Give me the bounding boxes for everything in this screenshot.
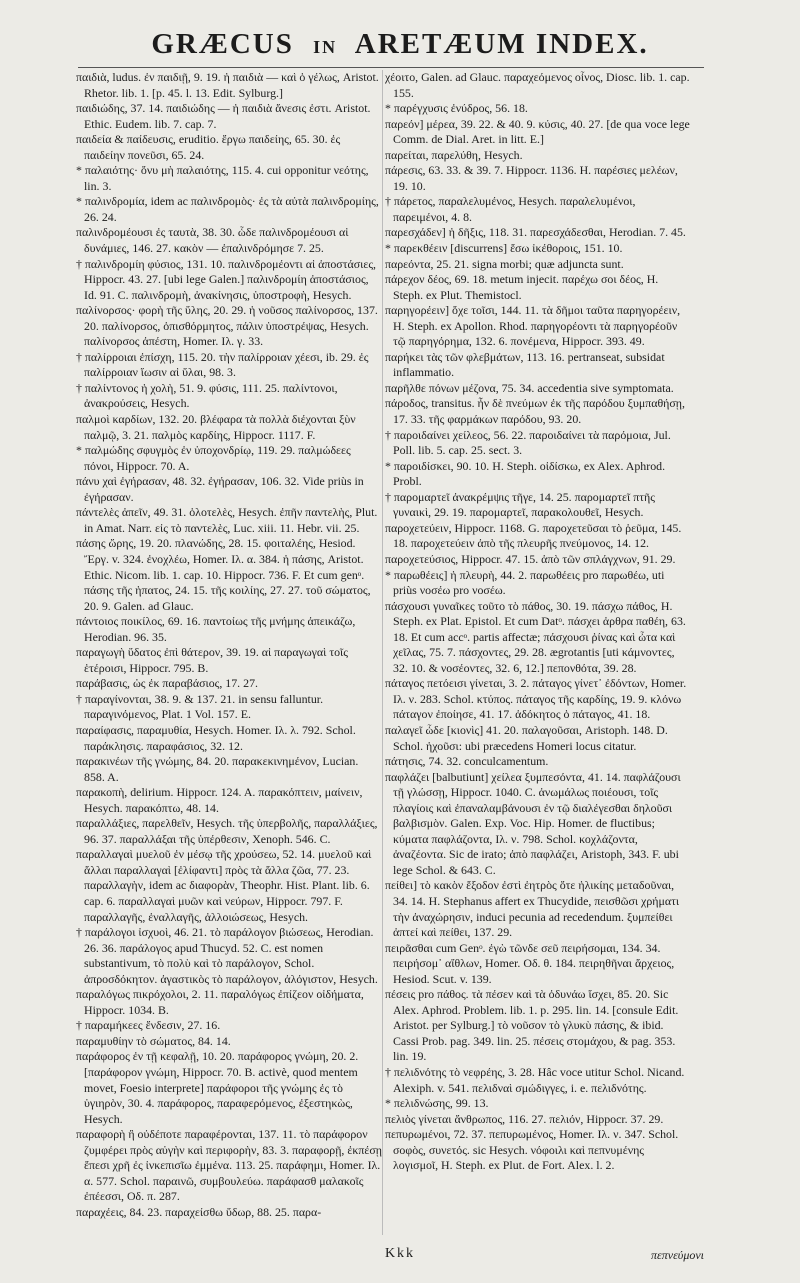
right-column [385,70,691,1235]
column-divider [382,70,383,1235]
index-entry: παιδιώδης, 37. 14. παιδιώδης — ἡ παιδιὰ ἄνεσις ἐστι. Aristot. Ethic. Eudem. lib. 7. cap. 7. [76,101,371,131]
index-entry: πάταγος πετόεισι γίνεται, 3. 2. πάταγος γίνετ᾽ ἐδόντων, Homer. Ιλ. ν. 283. Schol. κτύπος. πάταγος τῆς καρδίης, 19. 9. κλόνω πάταγον ἐποίησε, 41. 17. ἀδόκητος ὁ πάταγος, 41. 18. [385,676,687,722]
index-entry: πάροδος, transitus. ἦν δὲ πνεύμων ἐκ τῆς παρόδου ξυμπαθήσῃ, 17. 33. τῆς φαρμάκων παρόδου, 93. 20. [385,396,685,427]
index-entry: πάτησις, 74. 32. conculcamentum. [385,754,549,769]
index-entry: * παλαιότης· ὄνυ μὴ παλαιότης, 115. 4. cui opponitur νεότης, lin. 3. [76,163,382,194]
index-entry: παραλλάξιες, παρελθεῖν, Hesych. τῆς ὑπερβολῆς, παραλλάξιες, 96. 37. παραλλάξαι τῆς ὑπέρθεσιν, Xenoph. 546. C. [76,816,378,846]
index-entry: χέοιτο, Galen. ad Glauc. παραχεόμενος οἶνος, Diosc. lib. 1. cap. 155. [385,70,690,100]
index-entry: παρακινέων τῆς γνώμης, 84. 20. παρακεκινημένον, Lucian. 858. A. [76,754,359,784]
title-part-1: GRÆCUS [151,28,294,60]
title-part-3: ARETÆUM INDEX. [354,28,649,60]
index-entry: * παλμώδης σφυγμὸς ἐν ὑποχονδρίῳ, 119. 29. παλμώδεες πόνοι, Hippocr. 70. A. [76,443,382,474]
index-entry: παιδιὰ, ludus. ἐν παιδιῇ, 9. 19. ἡ παιδιὰ — καὶ ὁ γέλως, Aristot. Rhetor. lib. 1. [p. 45. l. 13. Edit. Sylburg.] [76,70,379,100]
index-entry: παρακοπὴ, delirium. Hippocr. 124. A. παρακόπτειν, μαίνειν, Hesych. παρακόπτω, 48. 14. [76,785,363,815]
index-entry: παρῆλθε πόνων μέζονα, 75. 34. accedentia sive symptomata. [385,380,674,395]
index-entry: πεπυρωμένοι, 72. 37. πεπυρωμένος, Homer. Ιλ. ν. 347. Schol. σοφὸς, συνετός. sic Hesych. νόφοιλι καὶ πεπνυμένης λογισμοῖ, H. Steph. ex Plut. de Fort. Alex. l. 2. [385,1127,679,1173]
index-entry: παράφορος ἐν τῇ κεφαλῇ, 10. 20. παράφορος γνώμη, 20. 2. [παράφορον γνώμη, Hippocr. 70. B. activè, quod mentem movet, Foesio interprete] παράφοροι τῆς γνώμης ἐς τὸ ὑγιηρὸν, 30. 4. παράφορος, παραφερόμενος, ἐξεστηκὼς, Hesych. [76,1049,359,1126]
index-entry: παρεσχάδεν] ἡ δῆξις, 118. 31. παρεσχάδεσθαι, Herodian. 7. 45. [385,225,686,240]
index-entry: πείθει] τὸ κακὸν ἔξοδον ἐστὶ ἐητρὸς ὅτε ἡλικίης μεταδοῦναι, 34. 14. H. Stephanus affert ex Thucydide, πεισθῶσι χρήματι τὴν ἀναχώρησιν, induci pecunia ad recedendum. ξυμπείθει ἀπτεί καὶ πείθει, 137. 29. [385,878,680,940]
page-title [0,28,800,61]
index-entry: πάρεχον δέος, 69. 18. metum injecit. παρέχω σοι δέος, H. Steph. ex Plut. Themistocl. [385,272,659,302]
index-entry: † πελιδνότης τὸ νεφρέης, 3. 28. Hâc voce utitur Schol. Nicand. Alexiph. v. 541. πελιδναὶ σμώδιγγες, i. e. πελιδνότης. [385,1065,691,1096]
index-entry: παραμυθίην τὸ σώματος, 84. 14. [76,1033,231,1048]
index-entry: * πελιδνώσης, 99. 13. [385,1096,691,1112]
index-entry: πειρᾶσθαι cum Genᵒ. ἐγὼ τῶνδε σεῦ πειρήσομαι, 134. 34. πειρήσομ᾽ αἴθλων, Homer. Οδ. θ. 184. πειρηθῆναι ἄρχειος, Hesiod. Scut. v. 139. [385,940,675,986]
signature-mark: Kkk [384,1246,416,1261]
index-entry: πάνυ χαὶ ἐγήρασαν, 48. 32. ἐγήρασαν, 106. 32. Vide priùs in ἐγήρασαν. [76,474,364,504]
index-entry: πάρεσις, 63. 33. & 39. 7. Hippocr. 1136. H. παρέσιες μελέων, 19. 10. [385,163,678,193]
index-entry: παιδεία & παίδευσις, eruditio. ἔργω παιδείης, 65. 30. ἐς παιδείην πονεῦσι, 65. 24. [76,132,341,162]
index-entry: πάντοιος ποικίλος, 69. 16. παντοίως τῆς μνήμης ἀπεικάζω, Herodian. 96. 35. [76,614,356,644]
index-entry: * παρεκθέειν [discurrens] ἔσω ἰκέθοροις, 151. 10. [385,241,691,257]
index-entry: * παροιδίσκει, 90. 10. H. Steph. οἰδίσκω, ex Alex. Aphrod. Probl. [385,459,691,490]
index-entry: * παρέγχυσις ἐνύδρος, 56. 18. [385,101,691,117]
left-column [76,70,382,1235]
index-entry: παράβασις, ὡς ἐκ παραβάσιος, 17. 27. [76,676,258,691]
index-entry: παροχετεύσιος, Hippocr. 47. 15. ἀπὸ τῶν σπλάγχνων, 91. 29. [385,551,676,566]
index-entry: παροχετεύειν, Hippocr. 1168. G. παροχετεῦσαι τὸ ῥεῦμα, 145. 18. παροχετεύειν ἀπὸ τῆς πλευρῆς πνεύμονος, 14. 12. [385,520,682,551]
index-entry: πελιὸς γίνεται ἄνθρωπος, 116. 27. πελιόν, Hippocr. 37. 29. [385,1111,664,1126]
index-entry: * παλινδρομία, idem ac παλινδρομὸς· ἐς τὰ αὐτὰ παλινδρομίης, 26. 24. [76,194,382,225]
index-entry: παραγωγὴ ὕδατος ἐπὶ θάτερον, 39. 19. αἱ παραγωγαὶ τοῖς ἑτέροισι, Hippocr. 795. B. [76,645,348,675]
index-entry: παλαγεῖ ὧδε [κιονὶς] 41. 20. παλαγοῦσαι, Aristoph. 148. D. Schol. ἠχοῦσι: ubi præcedens Homeri locus citatur. [385,722,668,753]
index-entry: παραχέεις, 84. 23. παραχείσθω ὕδωρ, 88. 25. παρα- [76,1204,322,1219]
index-entry: παλμοὶ καρδίων, 132. 20. βλέφαρα τὰ πολλὰ διέχονται ξὺν παλμῷ, 3. 21. παλμὸς καρδίης, Hippocr. 1117. F. [76,412,356,442]
index-entry: παλινδρομέουσι ἐς ταυτὰ, 38. 30. ὧδε παλινδρομέουσι αἱ δυνάμιες, 146. 27. κακὸν — ἐπαλινδρόμησε 7. 25. [76,225,349,256]
index-entry: παρήκει τὰς τῶν φλεβμάτων, 113. 16. pertranseat, subsidat inflammatio. [385,349,665,380]
index-entry: † παραγίνονται, 38. 9. & 137. 21. in sensu falluntur. παραγινόμενος, Plat. 1 Vol. 157. E. [76,692,382,723]
catchword: πεπνεύμονι [651,1248,704,1262]
index-entry: † παλίρροιαι ἐπίσχη, 115. 20. τὴν παλίρροιαν χέεσι, ib. 29. ἐς παλίρροιαν ἴωσιν αἱ ὕλαι, 98. 3. [76,350,382,381]
index-entry: † παλινδρομίη φύσιος, 131. 10. παλινδρομέοντι αἱ ἀποστάσιες, Hippocr. 43. 27. [ubi lege Galen.] παλινδρομίη ἀποστάσιος, Id. 91. C. παλινδρομὴ, ἀνακίνησις, ὑποστροφὴ, Hesych. [76,257,382,304]
index-entry: † παρομαρτεῖ ἀνακρέμψις τῆγε, 14. 25. παρομαρτεῖ πτῆς γυναικὶ, 29. 19. παρομαρτεῖ, παρακολουθεῖ, Hesych. [385,490,691,521]
index-entry: † παλίντονος ἡ χολὴ, 51. 9. φύσις, 111. 25. παλίντονοι, ἀνακρούσεις, Hesych. [76,381,382,412]
index-entry: πάσχουσι γυναῖκες τοῦτο τὸ πάθος, 30. 19. πάσχω πάθος, H. Steph. ex Plat. Epistol. Et cum Datᵒ. πάσχει ἀρθρα παθέη, 63. 18. Et cum accᵒ. partis affectæ; πάσχουσι ῥίνας καὶ ὦτα καὶ χεῖλας, 75. 7. πάσχοντες, 29. 28. ægrotantis [uti κάμνοντες, 32. 10. & νοσέοντες, 32. 6, 12.] πεπονθότα, 39. 28. [385,598,686,675]
index-entry: † παράλογοι ἰσχυοὶ, 46. 21. τὸ παράλογον βιώσεως, Herodian. 26. 36. παράλογος apud Thucyd. 52. C. est nomen substantivum, τὸ πολὺ καὶ τὸ παράλογον, Schol. ἀπροσδόκητον. ἀγαστικὸς τὸ παράλογον, ἀλόγιστον, Hesych. [76,925,382,987]
index-entry: παρείται, παρελύθη, Hesych. [385,147,523,162]
title-part-2: IN [313,37,338,57]
index-entry: πάντελὲς ἀπεῖν, 49. 31. ὁλοτελὲς, Hesych. ἐπῆν παντελὴς, Plut. in Amat. Narr. εἰς τὸ παντελὲς, Luc. xiii. 11. Hebr. vii. 25. [76,505,378,535]
index-entry: παραλλαγαὶ μυελοῦ ἐν μέσῳ τῆς χρούσεω, 52. 14. μυελοῦ καὶ ἄλλαι παραλλαγαὶ [ἐλίφαντι] πρὸς τὰ ἄλλα ζῶα, 77. 23. παραλλαγὴν, idem ac διαφορὰν, Theophr. Hist. Plant. lib. 6. cap. 6. παραλλαγαὶ μυῶν καὶ νεύρων, Hippocr. 797. F. παραλλαγῆς, ἐναλλαγῆς, ἀλλοιώσεως, Hesych. [76,847,372,924]
index-entry: παρηγορέειν] ὄχε τοῖσι, 144. 11. τὰ δῆμοι ταῦτα παρηγορέειν, H. Steph. ex Apollon. Rhod. παρηγορέοντι τὰ παρηγορέοῦν τῷ παρηγόρημα, 132. 6. πονέμενα, Hippocr. 393. 49. [385,303,681,349]
index-entry: παραλόγως πικρόχολοι, 2. 11. παραλόγως ἐπίζεον οἰδήματα, Hippocr. 1034. B. [76,987,364,1017]
index-entry: † παραμήκεες ἔνδεσιν, 27. 16. [76,1018,382,1034]
index-entry: † πάρετος, παραλελυμένος, Hesych. παραλελυμένοι, παρειμένοι, 4. 8. [385,194,691,225]
index-entry: πάσης ὥρης, 19. 20. πλανώδης, 28. 15. φοιταλέης, Hesiod. Ἔργ. v. 324. ἐνοχλέω, Homer. Ιλ. α. 384. ἡ πάσης, Aristot. Ethic. Nicom. lib. 1. cap. 10. Hippocr. 736. F. Et cum genᵒ. πάσης τῆς ἡπατος, 24. 15. τῆς κοιλίης, 27. 27. τοῦ σώματος, 20. 9. Galen. ad Glauc. [76,536,371,613]
index-entry: † παροιδαίνει χείλεος, 56. 22. παροιδαίνει τὰ παρόμοια, Jul. Poll. lib. 5. cap. 25. sect. 3. [385,428,691,459]
index-entry: παραφορὴ ἢ οὐδέποτε παραφέρονται, 137. 11. τὸ παράφορον ζυμφέρει πρὸς αὐγὴν καὶ περιφορὴν, 83. 3. παραφορῇ, ἐκπέσῃ ἔπεσι χρῆ ἐς ἰνκεπισῖω ἐμμένα. 113. 25. παράφημι, Homer. Ιλ. α. 577. Schol. παραινῶ, συμβουλεύω. παράφασθ μαλακοῖς ἐπέεσσι, Οδ. π. 287. [76,1127,382,1204]
header-rule [78,67,704,68]
index-entry: παρεόντα, 25. 21. signa morbi; quæ adjuncta sunt. [385,256,624,271]
index-entry: πέσεις pro πάθος. τὰ πέσεν καὶ τὰ ὀδυνάω ἴσχει, 85. 20. Sic Alex. Aphrod. Problem. lib. 1. p. 295. lin. 14. [consule Edit. Aristot. per Sylburg.] τὸ νοῦσον τὸ γλυκὺ πάσης, & ibid. Cassi Prob. pag. 349. lin. 25. πέσεις στομάχου, & pag. 353. lin. 19. [385,987,679,1064]
index-entry: παρεόν] μέρεα, 39. 22. & 40. 9. κύσις, 40. 27. [de qua voce lege Comm. de Dial. Aret. in litt. E.] [385,116,690,147]
index-entry: παφλάζει [balbutiunt] χείλεα ξυμπεσόντα, 41. 14. παφλάζουσι τῇ γλώσσῃ, Hippocr. 1040. C. ἀνωμάλως ποιέουσι, τοῖς πλαγίοις καὶ ἐπαναλαμβάνουσι ἐν τῷ διαλέγεσθαι δηλοῦσι βαλβισμὸν. Galen. Exp. Voc. Hip. Homer. de fluctibus; κύματα παφλάζοντα, Ιλ. ν. 798. Schol. κοχλάζοντα, ἀναζέοντα. Sic de irato; ἀπὸ παφλάζει, Aristoph, 343. F. ubi lege Schol. & 643. C. [385,769,681,877]
index-entry: * παρωθέεις] ἡ πλευρὴ, 44. 2. παρωθέεις pro παρωθέω, uti priùs νοσέω pro νοσέω. [385,568,691,599]
index-entry: παραίφασις, παραμυθία, Hesych. Homer. Ιλ. λ. 792. Schol. παράκλησις. παραφάσιος, 32. 12. [76,722,356,753]
index-entry: παλίνορσος· φορὴ τῆς ὕλης, 20. 29. ἡ νοῦσος παλίνορσος, 137. 20. παλίνορσος, ὀπισθόρμητος, πάλιν ὑποστρέψας, Hesych. παλίνορσος ἀπέστη, Homer. Ιλ. γ. 33. [76,303,378,349]
